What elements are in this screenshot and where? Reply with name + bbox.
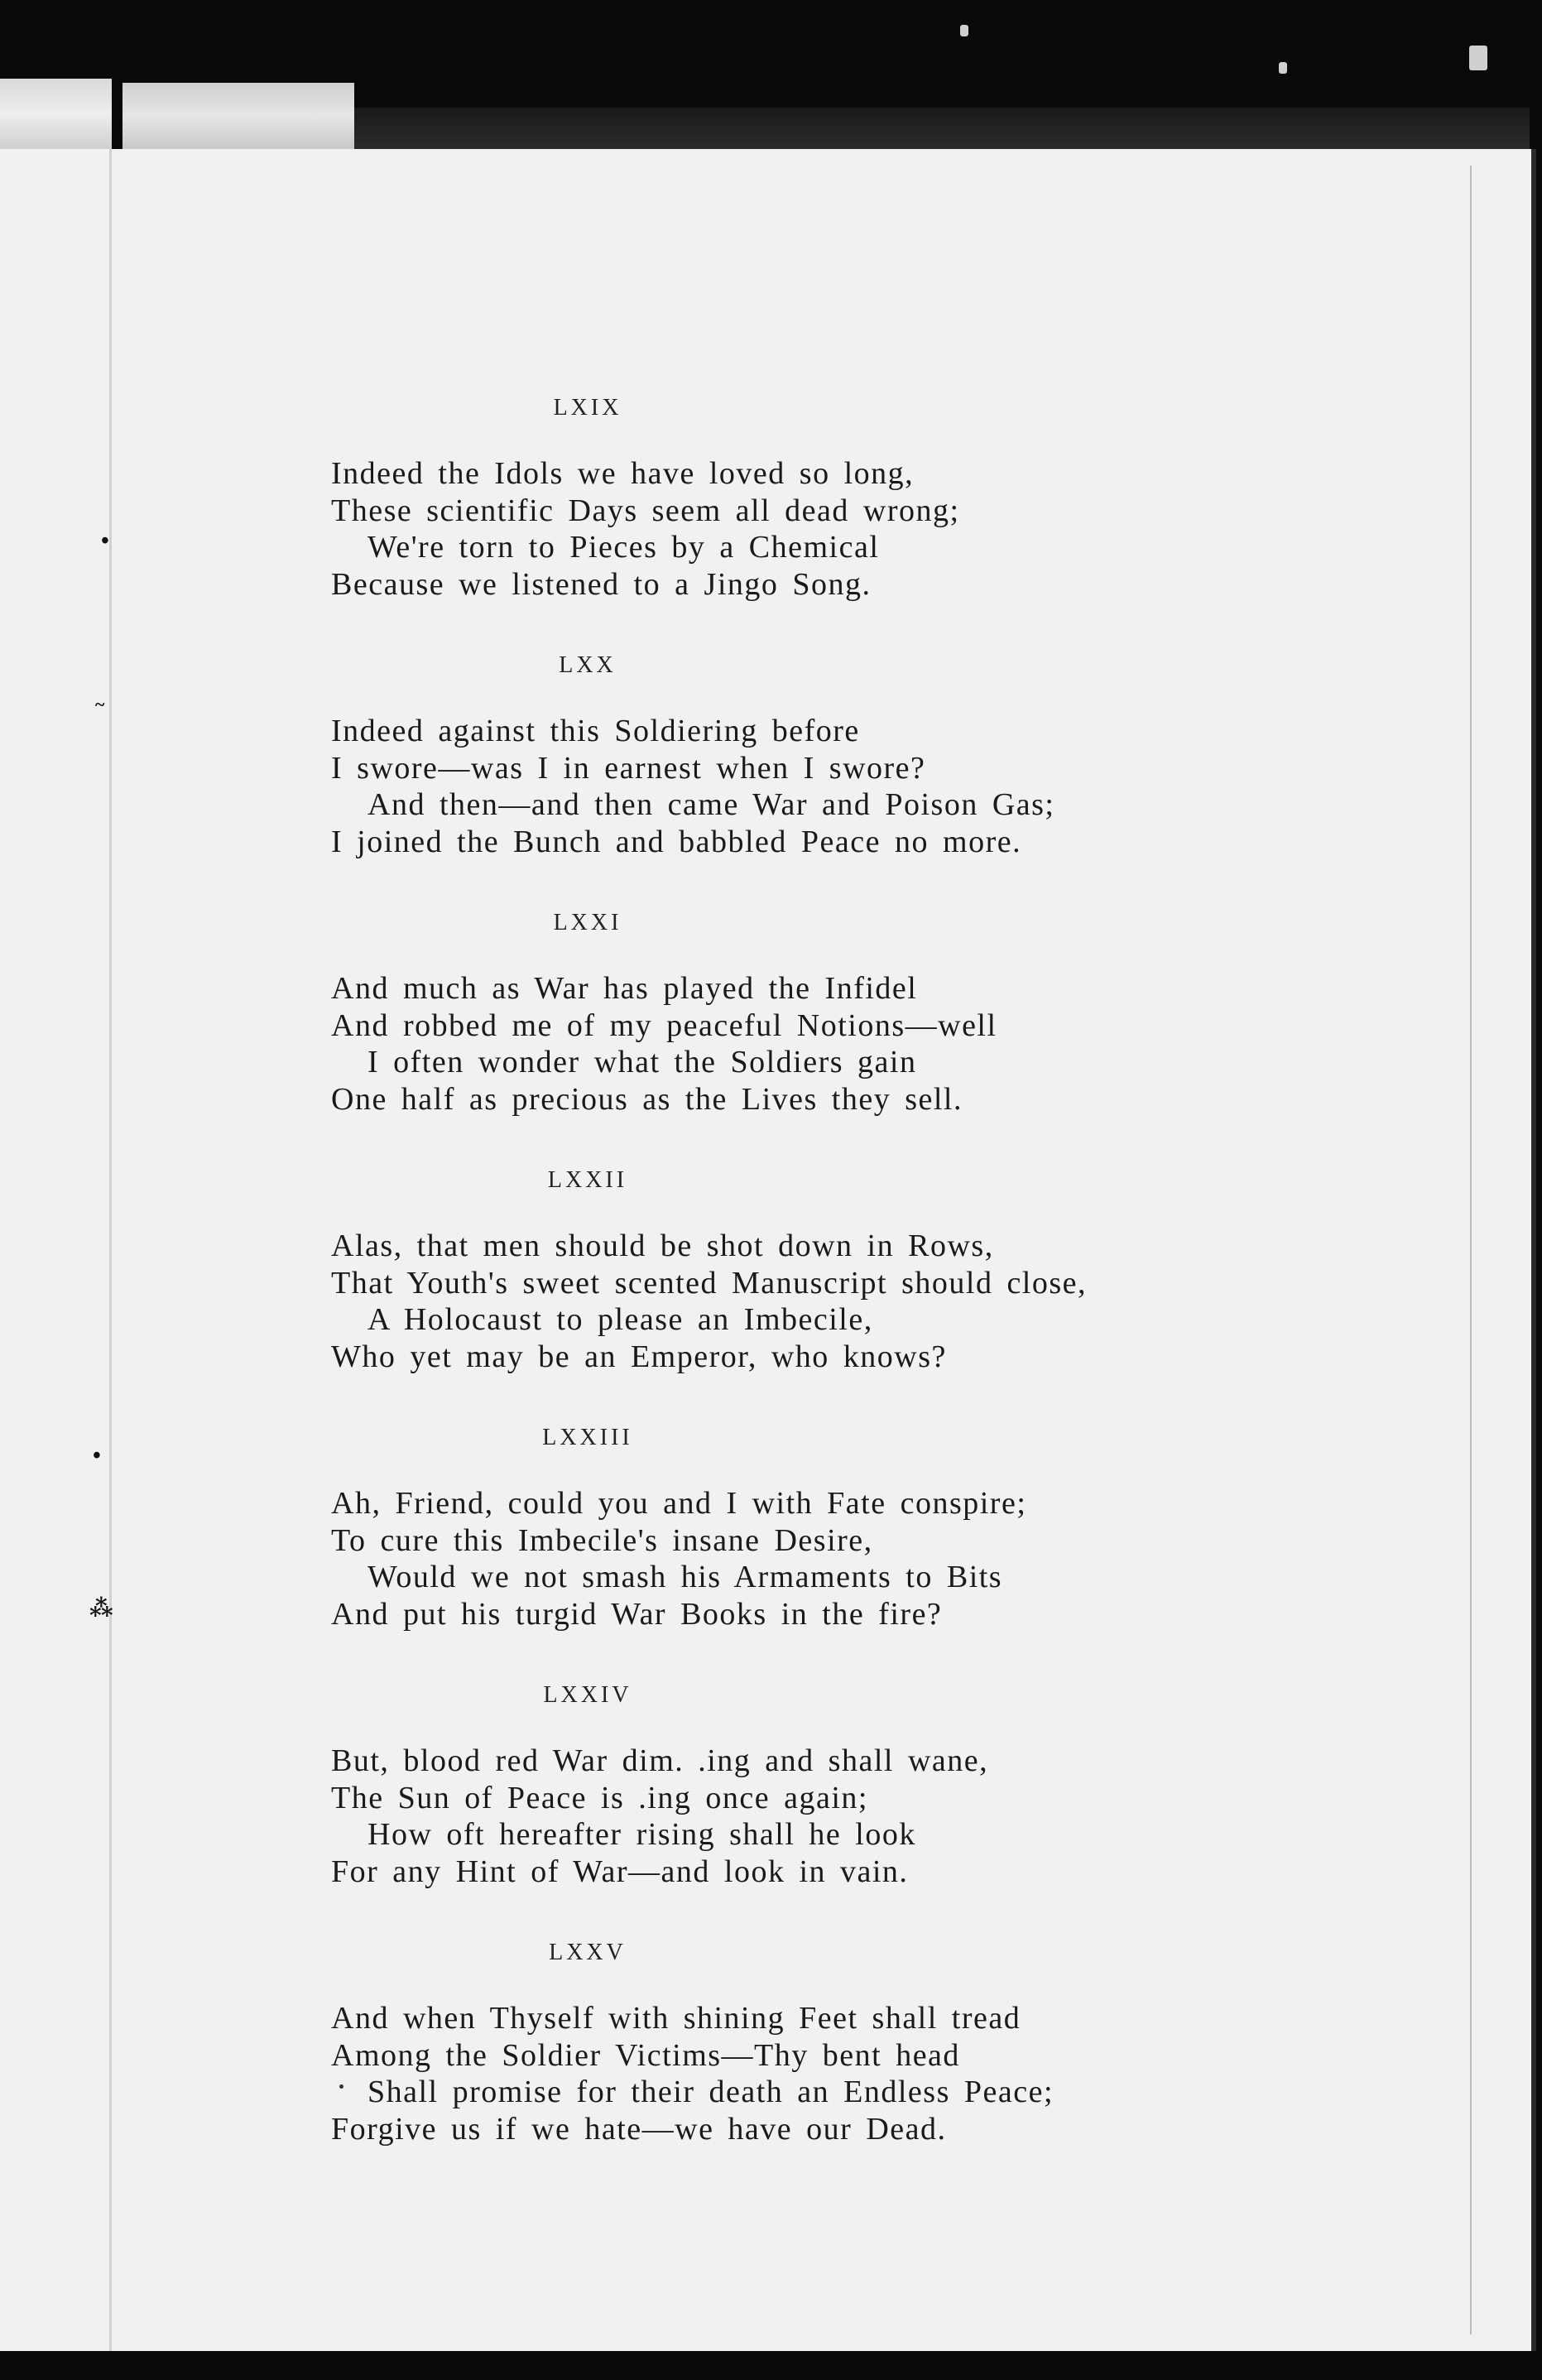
verse-line: A Holocaust to please an Imbecile, xyxy=(367,1302,873,1337)
verse-line: And much as War has played the Infidel xyxy=(331,971,918,1006)
binding-strip xyxy=(122,83,354,149)
verse-line: Indeed the Idols we have loved so long, xyxy=(331,456,915,491)
verse-line: How oft hereafter rising shall he look xyxy=(367,1817,916,1852)
ink-dot xyxy=(339,2084,343,2089)
verse-line: And then—and then came War and Poison Gas; xyxy=(367,787,1055,822)
verse-line: We're torn to Pieces by a Chemical xyxy=(367,530,880,565)
verse-line: I swore—was I in earnest when I swore? xyxy=(331,750,926,786)
margin-mark: • xyxy=(93,1443,101,1469)
binding-strip xyxy=(0,79,112,149)
stanza xyxy=(331,1161,1266,1375)
verse-line: That Youth's sweet scented Manuscript should close, xyxy=(331,1265,1088,1301)
verse-line: Forgive us if we hate—we have our Dead. xyxy=(331,2111,947,2147)
margin-mark: • xyxy=(101,528,109,554)
stanza-numeral: LXXIV xyxy=(543,1682,632,1708)
verse-line: These scientific Days seem all dead wrong; xyxy=(331,493,960,528)
verse-line: Ah, Friend, could you and I with Fate conspire; xyxy=(331,1486,1027,1521)
margin-mark: ⁂ xyxy=(89,1596,113,1622)
stanza-numeral: LXX xyxy=(559,652,617,678)
stanza xyxy=(331,647,1266,860)
stanza xyxy=(331,389,1266,603)
verse-line: To cure this Imbecile's insane Desire, xyxy=(331,1522,873,1558)
page-gutter xyxy=(109,149,112,2351)
stanza-numeral: LXXII xyxy=(547,1167,628,1193)
scan-speck xyxy=(1469,46,1487,70)
stanza xyxy=(331,1419,1266,1632)
verse-line: For any Hint of War—and look in vain. xyxy=(331,1854,909,1889)
verse-line: Indeed against this Soldiering before xyxy=(331,714,860,748)
verse-line: And when Thyself with shining Feet shall tread xyxy=(331,2001,1021,2036)
verse-line: And robbed me of my peaceful Notions—well xyxy=(331,1007,997,1043)
verse-line: I often wonder what the Soldiers gain xyxy=(367,1045,917,1079)
scan-speck xyxy=(1279,62,1287,74)
stanza-numeral: LXXI xyxy=(553,910,622,935)
verse-line: And put his turgid War Books in the fire? xyxy=(331,1596,943,1632)
verse-line: But, blood red War dim. .ing and shall wane, xyxy=(331,1743,989,1778)
verse-line: Alas, that men should be shot down in Rows, xyxy=(331,1228,994,1263)
stanza xyxy=(331,1934,1266,2147)
verse-line: I joined the Bunch and babbled Peace no more. xyxy=(331,824,1022,859)
bottom-shadow xyxy=(0,2351,1542,2380)
scan-speck xyxy=(960,25,968,36)
verse-line: One half as precious as the Lives they sell. xyxy=(331,1081,963,1117)
verse-line: Shall promise for their death an Endless Peace; xyxy=(367,2075,1054,2109)
verse-line: The Sun of Peace is .ing once again; xyxy=(331,1780,868,1815)
stanza xyxy=(331,1676,1266,1890)
verse-line: Would we not smash his Armaments to Bits xyxy=(367,1560,1003,1594)
stanza xyxy=(331,904,1266,1118)
stanza-numeral: LXIX xyxy=(553,395,622,421)
verse-line: Because we listened to a Jingo Song. xyxy=(331,566,872,602)
page-top-shadow xyxy=(354,108,1530,149)
stanza-numeral: LXXIII xyxy=(542,1425,633,1450)
stanza-numeral: LXXV xyxy=(549,1940,627,1965)
verse-line: Among the Soldier Victims—Thy bent head xyxy=(331,2037,960,2073)
verse-line: Who yet may be an Emperor, who knows? xyxy=(331,1339,947,1374)
margin-mark: ~ xyxy=(95,694,105,714)
poem-text xyxy=(331,389,1266,2147)
page-right-edge xyxy=(1470,166,1472,2334)
